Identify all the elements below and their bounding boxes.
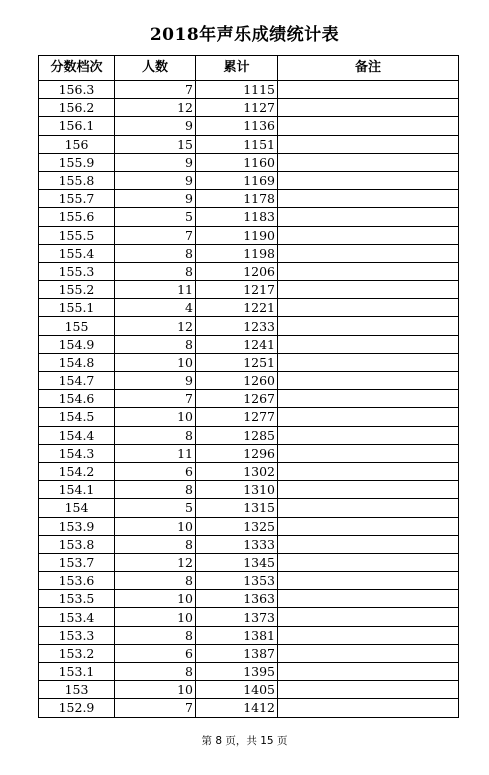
score-cell: 153.3 [39, 626, 115, 644]
table-row [39, 644, 459, 662]
note-cell [278, 426, 459, 444]
score-cell: 154.6 [39, 390, 115, 408]
page-title: 2018年声乐成绩统计表 [149, 25, 340, 45]
table-row [39, 81, 459, 99]
cumulative-cell: 1325 [196, 517, 278, 535]
cumulative-cell: 1136 [196, 117, 278, 135]
cumulative-cell: 1381 [196, 626, 278, 644]
cumulative-cell: 1387 [196, 644, 278, 662]
cumulative-cell: 1260 [196, 372, 278, 390]
count-cell: 10 [115, 353, 196, 371]
note-cell [278, 281, 459, 299]
cumulative-cell: 1315 [196, 499, 278, 517]
note-cell [278, 553, 459, 571]
count-cell: 10 [115, 408, 196, 426]
score-cell: 154.4 [39, 426, 115, 444]
note-cell [278, 444, 459, 462]
score-cell: 154.9 [39, 335, 115, 353]
cumulative-cell: 1178 [196, 190, 278, 208]
note-cell [278, 117, 459, 135]
count-cell: 8 [115, 663, 196, 681]
count-cell: 6 [115, 644, 196, 662]
table-row [39, 262, 459, 280]
table-row [39, 226, 459, 244]
score-cell: 155.2 [39, 281, 115, 299]
score-cell: 156.3 [39, 81, 115, 99]
cumulative-cell: 1277 [196, 408, 278, 426]
cumulative-cell: 1160 [196, 153, 278, 171]
note-cell [278, 372, 459, 390]
count-cell: 8 [115, 626, 196, 644]
note-cell [278, 335, 459, 353]
score-cell: 153.5 [39, 590, 115, 608]
count-cell: 10 [115, 517, 196, 535]
score-cell: 155.9 [39, 153, 115, 171]
cumulative-cell: 1217 [196, 281, 278, 299]
count-cell: 10 [115, 681, 196, 699]
cumulative-cell: 1310 [196, 481, 278, 499]
note-cell [278, 171, 459, 189]
table-row [39, 608, 459, 626]
note-cell [278, 608, 459, 626]
note-cell [278, 572, 459, 590]
count-cell: 12 [115, 99, 196, 117]
note-cell [278, 390, 459, 408]
table-row [39, 553, 459, 571]
note-cell [278, 408, 459, 426]
table-row [39, 699, 459, 717]
score-cell: 153.4 [39, 608, 115, 626]
note-cell [278, 208, 459, 226]
note-cell [278, 481, 459, 499]
cumulative-cell: 1251 [196, 353, 278, 371]
cumulative-cell: 1190 [196, 226, 278, 244]
count-cell: 7 [115, 390, 196, 408]
score-cell: 156.2 [39, 99, 115, 117]
score-cell: 156.1 [39, 117, 115, 135]
note-cell [278, 353, 459, 371]
score-cell: 153 [39, 681, 115, 699]
table-row [39, 171, 459, 189]
count-cell: 9 [115, 153, 196, 171]
count-cell: 8 [115, 244, 196, 262]
table-row [39, 190, 459, 208]
score-cell: 154.8 [39, 353, 115, 371]
score-cell: 153.6 [39, 572, 115, 590]
note-cell [278, 81, 459, 99]
score-cell: 153.1 [39, 663, 115, 681]
table-row [39, 135, 459, 153]
score-cell: 155.3 [39, 262, 115, 280]
note-cell [278, 299, 459, 317]
count-cell: 4 [115, 299, 196, 317]
score-cell: 153.8 [39, 535, 115, 553]
cumulative-cell: 1206 [196, 262, 278, 280]
score-cell: 155.1 [39, 299, 115, 317]
count-cell: 9 [115, 190, 196, 208]
table-row [39, 390, 459, 408]
cumulative-cell: 1302 [196, 462, 278, 480]
note-cell [278, 535, 459, 553]
count-cell: 8 [115, 426, 196, 444]
count-cell: 7 [115, 226, 196, 244]
cumulative-cell: 1373 [196, 608, 278, 626]
count-cell: 10 [115, 590, 196, 608]
cumulative-cell: 1198 [196, 244, 278, 262]
cumulative-cell: 1353 [196, 572, 278, 590]
table-row [39, 408, 459, 426]
table-row [39, 663, 459, 681]
table-row [39, 590, 459, 608]
count-cell: 7 [115, 699, 196, 717]
note-cell [278, 699, 459, 717]
cumulative-cell: 1395 [196, 663, 278, 681]
table-row [39, 281, 459, 299]
table-row [39, 499, 459, 517]
count-cell: 7 [115, 81, 196, 99]
count-cell: 5 [115, 499, 196, 517]
count-cell: 5 [115, 208, 196, 226]
count-cell: 12 [115, 317, 196, 335]
cumulative-cell: 1333 [196, 535, 278, 553]
score-cell: 154.1 [39, 481, 115, 499]
table-row [39, 335, 459, 353]
cumulative-cell: 1296 [196, 444, 278, 462]
cumulative-cell: 1267 [196, 390, 278, 408]
score-cell: 154.2 [39, 462, 115, 480]
header-row [39, 56, 459, 81]
score-cell: 155.7 [39, 190, 115, 208]
note-cell [278, 681, 459, 699]
count-cell: 8 [115, 481, 196, 499]
note-cell [278, 517, 459, 535]
count-cell: 9 [115, 171, 196, 189]
note-cell [278, 244, 459, 262]
score-cell: 153.2 [39, 644, 115, 662]
count-cell: 11 [115, 281, 196, 299]
note-cell [278, 462, 459, 480]
table-row [39, 299, 459, 317]
count-cell: 9 [115, 117, 196, 135]
note-cell [278, 190, 459, 208]
cumulative-cell: 1221 [196, 299, 278, 317]
count-cell: 8 [115, 535, 196, 553]
cumulative-cell: 1412 [196, 699, 278, 717]
count-cell: 10 [115, 608, 196, 626]
cumulative-cell: 1169 [196, 171, 278, 189]
note-cell [278, 153, 459, 171]
table-body [39, 81, 459, 718]
score-cell: 154.3 [39, 444, 115, 462]
table-row [39, 244, 459, 262]
score-statistics-table [38, 55, 459, 718]
column-header-score: 分数档次 [39, 56, 115, 81]
table-row [39, 153, 459, 171]
page-number-footer: 第 8 页，共 15 页 [201, 735, 288, 747]
table-row [39, 426, 459, 444]
score-cell: 152.9 [39, 699, 115, 717]
table-row [39, 99, 459, 117]
count-cell: 11 [115, 444, 196, 462]
note-cell [278, 644, 459, 662]
cumulative-cell: 1183 [196, 208, 278, 226]
note-cell [278, 226, 459, 244]
table-row [39, 517, 459, 535]
count-cell: 8 [115, 335, 196, 353]
note-cell [278, 626, 459, 644]
score-cell: 155.8 [39, 171, 115, 189]
cumulative-cell: 1233 [196, 317, 278, 335]
table-row [39, 317, 459, 335]
cumulative-cell: 1241 [196, 335, 278, 353]
column-header-count: 人数 [115, 56, 196, 81]
note-cell [278, 663, 459, 681]
note-cell [278, 262, 459, 280]
score-cell: 153.9 [39, 517, 115, 535]
table-row [39, 481, 459, 499]
count-cell: 12 [115, 553, 196, 571]
cumulative-cell: 1285 [196, 426, 278, 444]
cumulative-cell: 1151 [196, 135, 278, 153]
count-cell: 15 [115, 135, 196, 153]
table-row [39, 208, 459, 226]
score-cell: 155.5 [39, 226, 115, 244]
score-cell: 154.5 [39, 408, 115, 426]
count-cell: 9 [115, 372, 196, 390]
count-cell: 8 [115, 262, 196, 280]
table-row [39, 681, 459, 699]
cumulative-cell: 1115 [196, 81, 278, 99]
column-header-note: 备注 [278, 56, 459, 81]
cumulative-cell: 1363 [196, 590, 278, 608]
note-cell [278, 135, 459, 153]
score-cell: 155.4 [39, 244, 115, 262]
count-cell: 6 [115, 462, 196, 480]
table-header [39, 56, 459, 81]
cumulative-cell: 1127 [196, 99, 278, 117]
count-cell: 8 [115, 572, 196, 590]
table-row [39, 353, 459, 371]
table-row [39, 462, 459, 480]
table-row [39, 535, 459, 553]
score-cell: 155.6 [39, 208, 115, 226]
table-row [39, 117, 459, 135]
note-cell [278, 99, 459, 117]
table-row [39, 626, 459, 644]
table-row [39, 444, 459, 462]
table-row [39, 372, 459, 390]
note-cell [278, 317, 459, 335]
score-cell: 155 [39, 317, 115, 335]
cumulative-cell: 1405 [196, 681, 278, 699]
score-cell: 156 [39, 135, 115, 153]
note-cell [278, 590, 459, 608]
note-cell [278, 499, 459, 517]
table-row [39, 572, 459, 590]
cumulative-cell: 1345 [196, 553, 278, 571]
score-cell: 153.7 [39, 553, 115, 571]
score-cell: 154 [39, 499, 115, 517]
column-header-cumulative: 累计 [196, 56, 278, 81]
score-cell: 154.7 [39, 372, 115, 390]
